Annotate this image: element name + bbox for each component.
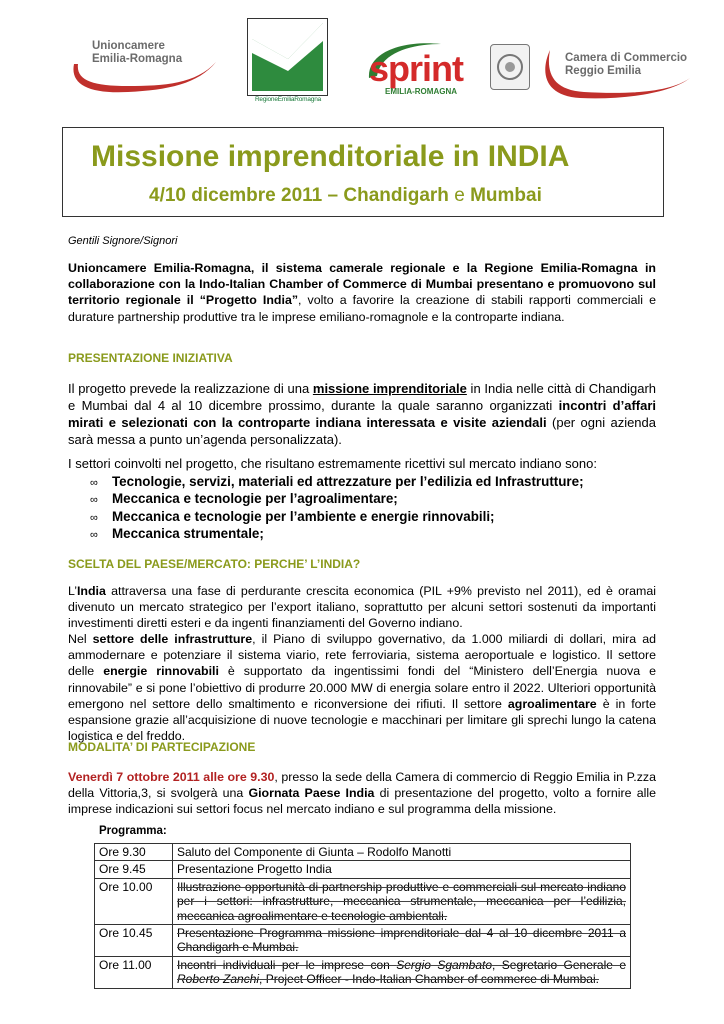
table-row: [95, 861, 631, 878]
bullet-infinity-icon: ∞: [90, 512, 98, 524]
subtitle-and: e: [454, 185, 465, 206]
sprint-subtitle: EMILIA-ROMAGNA: [385, 87, 457, 96]
india-paragraph-2: [68, 631, 656, 744]
heading-scelta: SCELTA DEL PAESE/MERCATO: PERCHE’ L’INDIA?: [68, 557, 361, 571]
bullet-text: Meccanica e tecnologie per l’ambiente e energie rinnovabili;: [112, 509, 495, 524]
bullet-infinity-icon: ∞: [90, 477, 98, 489]
presentazione-text3: in India nelle città di Chandigarh e Mumbai dal 4 al 10 dicembre prossimo, durante la quale saranno organizzati: [68, 381, 657, 413]
intro-paragraph: [68, 260, 656, 325]
heading-presentazione: PRESENTAZIONE INIZIATIVA: [68, 351, 233, 365]
bullet-text: Meccanica strumentale;: [112, 526, 264, 541]
list-item: [90, 509, 495, 524]
sprint-wordmark: sprint: [369, 48, 464, 89]
table-cell-time: Ore 11.00: [95, 956, 173, 988]
india-paragraph-1: [68, 583, 656, 632]
modalita-paragraph: [68, 769, 656, 818]
presentazione-text5: (per ogni azienda sarà messa a punto un’agenda personalizzata).: [68, 415, 656, 447]
bullet-infinity-icon: ∞: [90, 529, 98, 541]
modalita-date: Venerdì 7 ottobre 2011 alle ore 9.30: [68, 770, 275, 784]
modalita-text4: di presentazione del progetto, volto a fornire alle imprese indicazioni sui settori focus nel mercato indiano e sul programma della missione.: [68, 786, 656, 817]
table-cell-time: Ore 10.45: [95, 925, 173, 957]
camera-logo: [540, 42, 695, 104]
unioncamere-logo-line1: Unioncamere: [92, 40, 165, 52]
list-item: [90, 474, 584, 489]
table-row: [95, 844, 631, 861]
regione-label: RegioneEmiliaRomagna: [254, 96, 322, 103]
india-text-b3: , il Piano di sviluppo governativo, da 1.000 miliardi di dollari, mira ad ammodernare e potenziare il sistema viario, rete ferroviaria, sistema aeroportuale e logistico. Il settore delle: [68, 632, 656, 679]
presentazione-text4: incontri d’affari mirati e selezionati con la controparte indiana interessata e visite aziendali: [68, 398, 656, 430]
desc-part: Incontri individuali per le imprese con: [177, 957, 397, 972]
subtitle-city: Mumbai: [470, 185, 542, 206]
intro-rest: , volto a favorire la creazione di stabili rapporti commerciali e durature partnership produttive tra le imprese emiliano-romagnole e la controparte indiana.: [68, 293, 656, 324]
greeting: Gentili Signore/Signori: [68, 235, 178, 247]
presentazione-text1: Il progetto prevede la realizzazione di una: [68, 381, 313, 396]
desc-part-name: Sergio Sgambato: [396, 957, 493, 972]
camera-seal-icon: [490, 44, 530, 90]
desc-part: , Project Officer - Indo-Italian Chamber of commerce di Mumbai.: [259, 972, 599, 987]
table-row: [95, 925, 631, 957]
table-cell-desc: Presentazione Progetto India: [173, 861, 631, 878]
regione-logo: [247, 18, 328, 96]
unioncamere-logo-line2: Emilia-Romagna: [92, 53, 183, 65]
india-text-a2: India: [76, 584, 106, 598]
india-text-b5: è supportato da ingentissimi fondi del “Ministero dell’Energia nuova e rinnovabile” e si pone l’obiettivo di produrre 20.000 MW di energia solare entro il 2022. Ulteriori opportunità emergono nel settore dello smaltimento e riconversione dei rifiuti. Il settore: [68, 664, 657, 711]
camera-swoosh-icon: [540, 42, 695, 104]
heading-modalita: MODALITA’ DI PARTECIPAZIONE: [68, 740, 256, 754]
bullet-infinity-icon: ∞: [90, 494, 98, 506]
intro-bold: Unioncamere Emilia-Romagna, il sistema camerale regionale e la Regione Emilia-Romagna in collaborazione con la Indo-Italian Chamber of Commerce di Mumbai presentano e promuovono sul territorio regionale il “Progetto India”: [68, 261, 656, 308]
sprint-logo: [363, 38, 481, 98]
programma-table: [94, 843, 631, 989]
regione-shape-icon: [248, 19, 327, 95]
india-text-b2: settore delle infrastrutture: [92, 632, 253, 646]
india-text-b4: energie rinnovabili: [103, 664, 219, 679]
title-box: [62, 127, 664, 217]
table-cell-time: Ore 9.45: [95, 861, 173, 878]
programma-label: Programma:: [99, 825, 167, 837]
presentazione-paragraph: [68, 380, 656, 448]
camera-logo-line2: Reggio Emilia: [565, 65, 642, 77]
india-text-b6: agroalimentare: [507, 696, 597, 711]
page-subtitle: [149, 185, 542, 207]
unioncamere-logo: [68, 40, 220, 98]
table-cell-time: Ore 10.00: [95, 878, 173, 924]
red-swoosh-icon: [68, 54, 220, 98]
table-cell-desc: [173, 956, 631, 988]
list-item: [90, 491, 398, 506]
settori-intro: I settori coinvolti nel progetto, che risultano estremamente ricettivi sul mercato indiano sono:: [68, 456, 597, 471]
table-cell-desc: Illustrazione opportunità di partnership produttive e commerciali sul mercato indiano per i settori: infrastrutture, meccanica strumentale, meccanica per l’edilizia, meccanica agroalimentare e tecnologie ambientali.: [173, 878, 631, 924]
table-cell-desc: Presentazione Programma missione imprenditoriale dal 4 al 10 dicembre 2011 a Chandigarh e Mumbai.: [173, 925, 631, 957]
desc-part-name: Roberto Zanchi: [177, 972, 260, 987]
table-row: [95, 878, 631, 924]
presentazione-text2: missione imprenditoriale: [312, 381, 467, 396]
page-title: Missione imprenditoriale in INDIA: [91, 140, 570, 173]
table-row: [95, 956, 631, 988]
camera-logo-line1: Camera di Commercio: [565, 52, 688, 64]
india-text-b1: Nel: [68, 632, 93, 646]
india-text-b7: è in forte espansione grazie all’acquisizione di nuove tecnologie e macchinari per limitare gli sprechi lungo la catena logistica e del freddo.: [68, 696, 656, 744]
desc-part: , Segretario Generale e: [492, 957, 626, 972]
subtitle-dates: 4/10 dicembre 2011 – Chandigarh: [149, 185, 449, 206]
india-text-a3: attraversa una fase di perdurante crescita economica (PIL +9% previsto nel 2011), ed è oramai divenuto un mercato strategico per l’export italiano, soprattutto per alcuni settori sostenuti da importanti investimenti diretti esteri e da ingenti finanziamenti del Governo indiano.: [68, 584, 656, 631]
modalita-text2: , presso la sede della Camera di commercio di Reggio Emilia in P.zza della Vittoria,3, si svolgerà una: [68, 770, 656, 801]
table-cell-time: Ore 9.30: [95, 844, 173, 861]
modalita-text3: Giornata Paese India: [248, 786, 375, 801]
bullet-text: Meccanica e tecnologie per l’agroalimentare;: [112, 491, 398, 506]
bullet-text: Tecnologie, servizi, materiali ed attrezzature per l’edilizia ed Infrastrutture;: [112, 474, 584, 489]
india-text-a1: L’: [68, 584, 77, 598]
list-item: [90, 526, 264, 541]
table-cell-desc: Saluto del Componente di Giunta – Rodolfo Manotti: [173, 844, 631, 861]
